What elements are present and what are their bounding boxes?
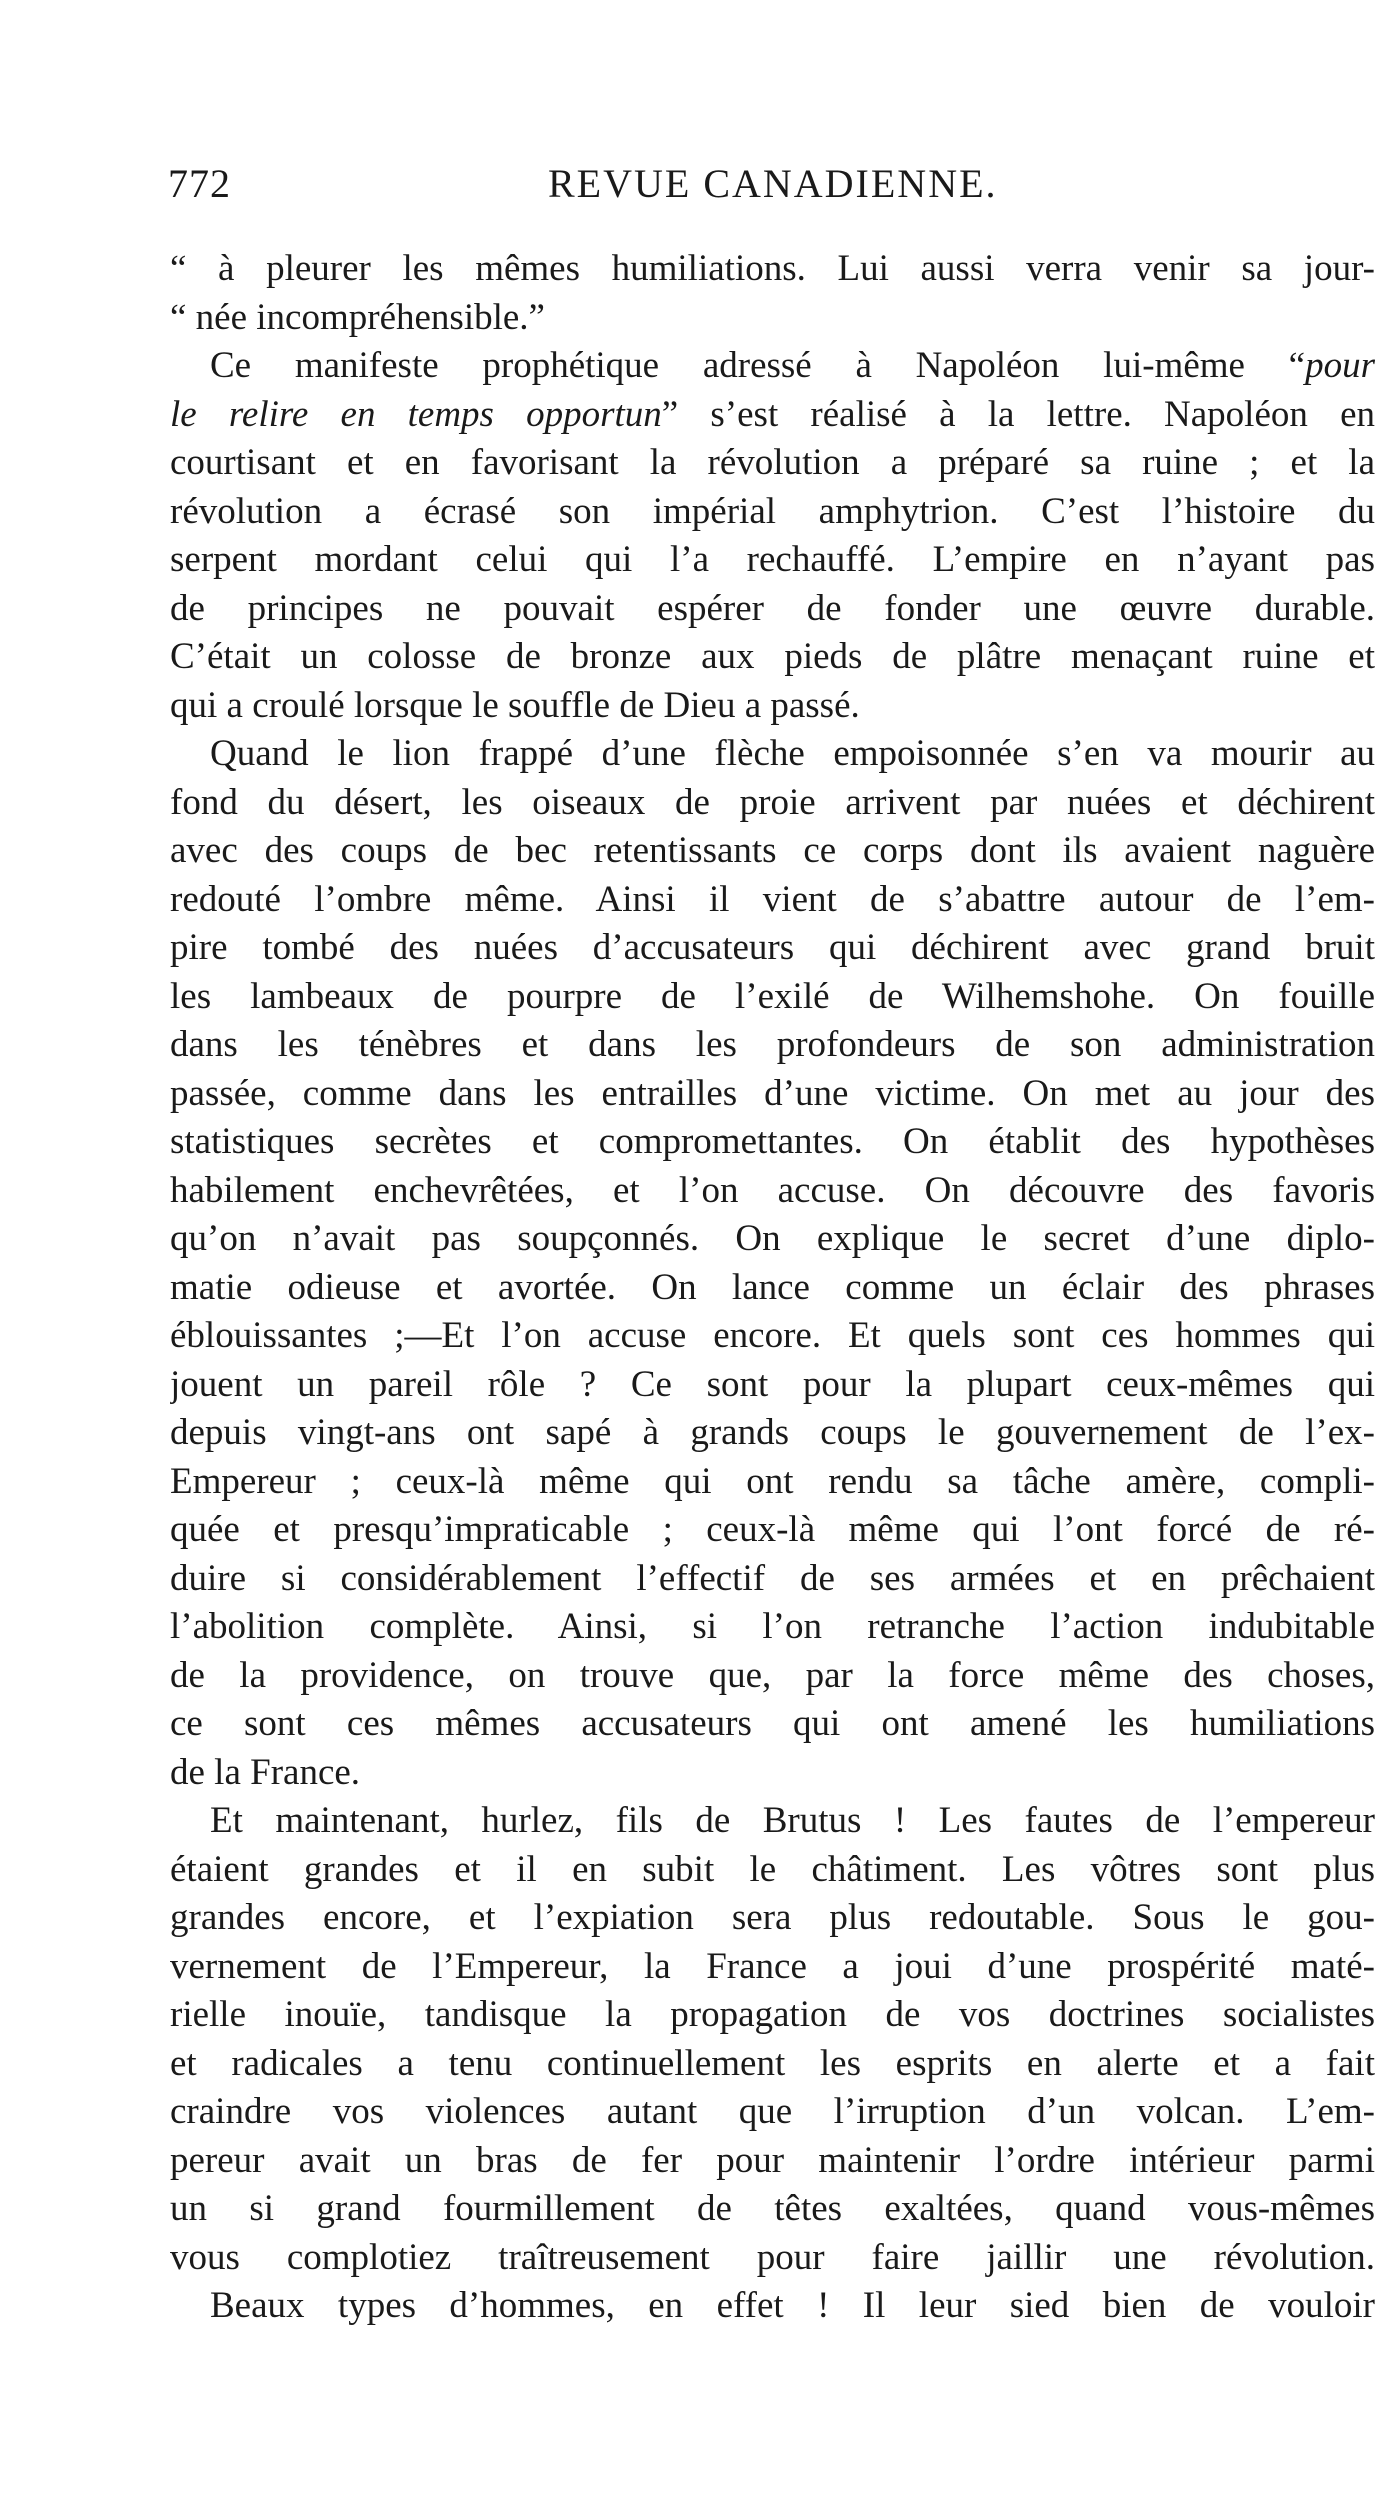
text-fragment: ” s’est réalisé à la lettre. Napoléon en <box>661 393 1375 435</box>
text-line: avec des coups de bec retentissants ce corps dont ils avaient naguère <box>170 830 1375 871</box>
text-line: C’était un colosse de bronze aux pieds de plâtre menaçant ruine et <box>170 636 1375 677</box>
text-line: révolution a écrasé son impérial amphytrion. C’est l’histoire du <box>170 490 1375 532</box>
text-line: de la France. <box>170 1751 361 1793</box>
text-line <box>170 391 1375 440</box>
text-line: qui a croulé lorsque le souffle de Dieu a passé. <box>170 684 860 726</box>
text-line <box>170 342 1375 391</box>
text-line: l’abolition complète. Ainsi, si l’on retranche l’action indubitable <box>170 1606 1375 1647</box>
page-header <box>168 160 1378 220</box>
text-line: quée et presqu’impraticable ; ceux-là même qui l’ont forcé de ré- <box>170 1509 1375 1550</box>
text-line: jouent un pareil rôle ? Ce sont pour la plupart ceux-mêmes qui <box>170 1363 1375 1405</box>
text-line: statistiques secrètes et compromettantes. On établit des hypothèses <box>170 1121 1375 1162</box>
text-line: Beaux types d’hommes, en effet ! Il leur sied bien de vouloir <box>210 2285 1375 2326</box>
text-line: pereur avait un bras de fer pour maintenir l’ordre intérieur parmi <box>170 2139 1375 2181</box>
text-fragment: Ce manifeste prophétique adressé à Napoléon lui-même “ <box>210 345 1306 386</box>
running-title: REVUE CANADIENNE. <box>548 161 998 206</box>
text-line: qu’on n’avait pas soupçonnés. On explique le secret d’une diplo- <box>170 1218 1375 1259</box>
body-text <box>170 245 1375 2331</box>
text-line: “ à pleurer les mêmes humiliations. Lui aussi verra venir sa jour- <box>170 248 1375 289</box>
text-line: de la providence, on trouve que, par la force même des choses, <box>170 1654 1375 1696</box>
text-line: passée, comme dans les entrailles d’une victime. On met au jour des <box>170 1072 1375 1114</box>
text-line: Et maintenant, hurlez, fils de Brutus ! Les fautes de l’empereur <box>210 1800 1375 1841</box>
text-line: courtisant et en favorisant la révolution a préparé sa ruine ; et la <box>170 442 1375 483</box>
text-line: éblouissantes ;—Et l’on accuse encore. Et quels sont ces hommes qui <box>170 1315 1375 1356</box>
text-line: les lambeaux de pourpre de l’exilé de Wilhemshohe. On fouille <box>170 975 1375 1017</box>
page-number: 772 <box>168 161 231 206</box>
text-line: ce sont ces mêmes accusateurs qui ont amené les humiliations <box>170 1703 1375 1744</box>
text-line: Quand le lion frappé d’une flèche empoisonnée s’en va mourir au <box>210 733 1375 774</box>
text-line: habilement enchevrêtées, et l’on accuse. On découvre des favoris <box>170 1169 1375 1211</box>
text-line: duire si considérablement l’effectif de ses armées et en prêchaient <box>170 1557 1375 1599</box>
text-line: de principes ne pouvait espérer de fonder une œuvre durable. <box>170 587 1375 629</box>
text-line: depuis vingt-ans ont sapé à grands coups le gouvernement de l’ex- <box>170 1412 1375 1453</box>
italic-fragment: pour <box>1305 345 1375 386</box>
text-line: rielle inouïe, tandisque la propagation de vos doctrines socialistes <box>170 1994 1375 2035</box>
italic-fragment: le relire en temps opportun <box>170 393 662 435</box>
text-line: redouté l’ombre même. Ainsi il vient de s’abattre autour de l’em- <box>170 878 1375 920</box>
text-line: serpent mordant celui qui l’a rechauffé. L’empire en n’ayant pas <box>170 539 1375 580</box>
text-line: pire tombé des nuées d’accusateurs qui déchirent avec grand bruit <box>170 927 1375 968</box>
text-line: fond du désert, les oiseaux de proie arrivent par nuées et déchirent <box>170 781 1375 823</box>
text-line: grandes encore, et l’expiation sera plus redoutable. Sous le gou- <box>170 1897 1375 1938</box>
text-line: Empereur ; ceux-là même qui ont rendu sa tâche amère, compli- <box>170 1460 1375 1502</box>
text-line: dans les ténèbres et dans les profondeurs de son administration <box>170 1024 1375 1065</box>
text-line: “ née incompréhensible.” <box>170 296 545 338</box>
text-line: et radicales a tenu continuellement les esprits en alerte et a fait <box>170 2042 1375 2084</box>
text-line: étaient grandes et il en subit le châtiment. Les vôtres sont plus <box>170 1848 1375 1890</box>
text-line: un si grand fourmillement de têtes exaltées, quand vous-mêmes <box>170 2188 1375 2229</box>
text-line: vernement de l’Empereur, la France a joui d’une prospérité maté- <box>170 1945 1375 1987</box>
text-line: matie odieuse et avortée. On lance comme un éclair des phrases <box>170 1266 1375 1308</box>
text-line: vous complotiez traîtreusement pour faire jaillir une révolution. <box>170 2236 1375 2278</box>
text-line: craindre vos violences autant que l’irruption d’un volcan. L’em- <box>170 2091 1375 2132</box>
